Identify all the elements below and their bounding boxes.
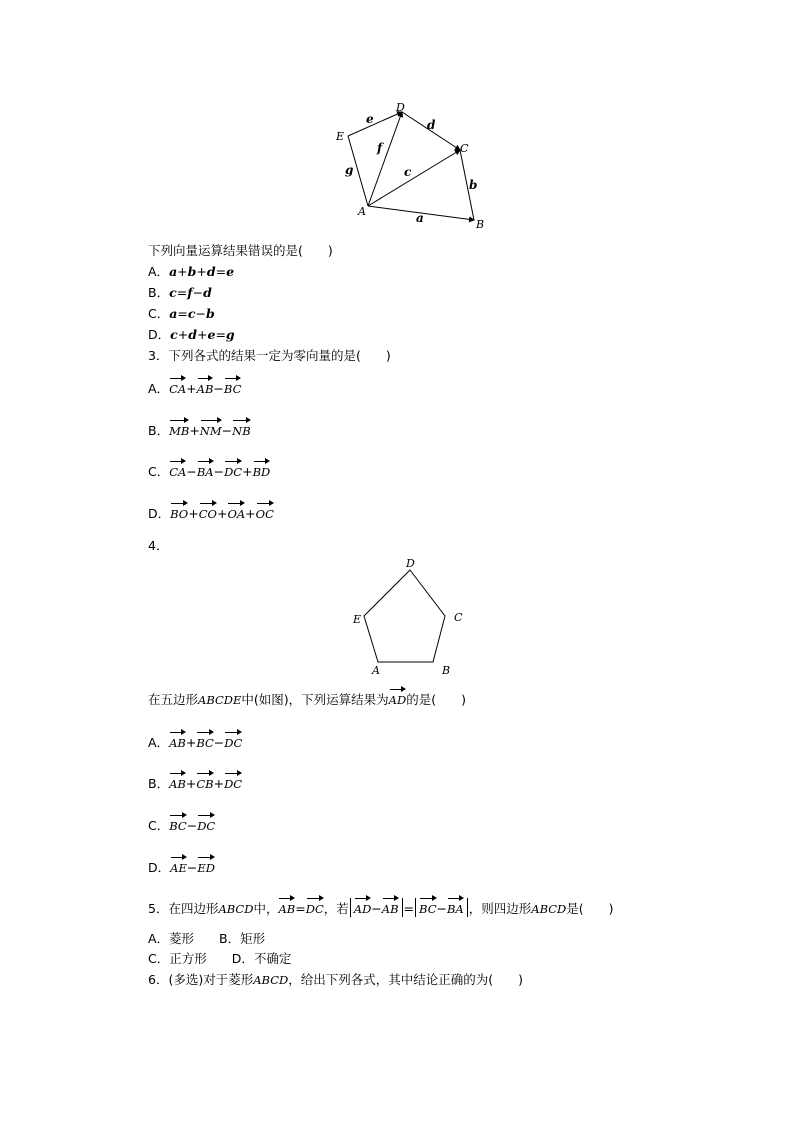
- vector-g: g: [225, 327, 235, 342]
- vector-term: OA: [227, 507, 246, 521]
- pentagon-shape: [364, 570, 445, 662]
- q3-option-c[interactable]: [148, 464, 270, 480]
- vector-term: AE: [170, 861, 187, 875]
- vector-d: d: [188, 327, 197, 342]
- q3-option-d[interactable]: [148, 506, 274, 522]
- operator: +: [196, 264, 207, 279]
- q2-option-d[interactable]: [148, 327, 235, 343]
- vector-term: BA: [446, 902, 464, 916]
- vector-e: e: [226, 264, 235, 279]
- pentagon-label-A: A: [372, 664, 380, 677]
- vector-term: OC: [255, 507, 274, 521]
- stem-text: 5．在四边形: [148, 901, 219, 916]
- q3-stem: 3．下列各式的结果一定为零向量的是( ): [148, 348, 391, 363]
- equals: =: [215, 327, 226, 342]
- shape-name: ABCD: [253, 973, 289, 987]
- vector-term: AB: [196, 382, 214, 396]
- option-label: B．: [148, 423, 170, 438]
- vector-term: DC: [224, 465, 243, 479]
- q3-option-a[interactable]: [148, 381, 241, 397]
- q3-option-b[interactable]: [148, 423, 251, 439]
- point-label-A: A: [358, 205, 366, 218]
- stem-text: ，则四边形: [468, 901, 532, 916]
- vector-term: ED: [197, 861, 215, 875]
- operator: +: [185, 735, 197, 750]
- operator: −: [192, 285, 204, 300]
- operator: −: [436, 901, 447, 916]
- vector-term: CA: [169, 465, 187, 479]
- q5-options-row2[interactable]: C．正方形 D．不确定: [148, 951, 292, 966]
- vector-term: AD: [353, 902, 372, 916]
- vector-term: BO: [170, 507, 189, 521]
- shape-name: ABCD: [531, 902, 567, 916]
- stem-text: ，若: [323, 901, 349, 916]
- pentagon-label-E: E: [353, 613, 362, 626]
- vector-label-f: f: [377, 141, 383, 155]
- vector-term: AB: [278, 902, 296, 916]
- operator: −: [371, 901, 382, 916]
- stem-text: 的是( ): [406, 692, 466, 707]
- q4-option-d[interactable]: [148, 860, 215, 876]
- point-label-B: B: [476, 218, 485, 231]
- operator: −: [186, 818, 198, 833]
- q2-option-a[interactable]: [148, 264, 234, 280]
- option-label: C．: [148, 306, 170, 321]
- vector-term: CA: [169, 382, 187, 396]
- q4-option-b[interactable]: [148, 776, 242, 792]
- vector-term: DC: [224, 777, 243, 791]
- vector-f: f: [187, 285, 193, 300]
- vector-b: b: [205, 306, 215, 321]
- option-label: B．: [148, 776, 170, 791]
- q2-option-c[interactable]: [148, 306, 215, 322]
- vector-d: d: [203, 285, 212, 300]
- operator: +: [216, 506, 228, 521]
- stem-text: 6．(多选)对于菱形: [148, 972, 254, 987]
- equals: =: [403, 901, 415, 916]
- equals: =: [176, 285, 188, 300]
- option-label: A．: [148, 264, 170, 279]
- operator: −: [213, 735, 225, 750]
- vector-a: a: [169, 306, 178, 321]
- vector-term: CO: [198, 507, 217, 521]
- vector-c: c: [170, 327, 178, 342]
- vector-label-b: b: [469, 178, 478, 192]
- equals: =: [295, 901, 306, 916]
- stem-text: ，给出下列各式，其中结论正确的为( ): [288, 972, 523, 987]
- vector-e-line: [348, 112, 402, 136]
- pentagon-label-C: C: [454, 611, 463, 624]
- vector-term: AD: [388, 693, 407, 707]
- operator: +: [213, 776, 225, 791]
- vector-term: CB: [196, 777, 214, 791]
- operator: −: [213, 381, 224, 396]
- operator: −: [186, 464, 197, 479]
- absolute-value-right: [415, 898, 468, 917]
- stem-text: 中，: [253, 901, 279, 916]
- vector-b: b: [187, 264, 197, 279]
- vector-figure: [330, 98, 500, 233]
- pentagon-figure: [348, 556, 468, 678]
- vector-term: DC: [224, 736, 243, 750]
- shape-name: ABCDE: [198, 693, 242, 707]
- point-label-E: E: [336, 130, 345, 143]
- vector-label-g: g: [345, 163, 354, 177]
- vector-term: BC: [169, 819, 187, 833]
- q2-stem: 下列向量运算结果错误的是( ): [148, 243, 333, 258]
- vector-term: BC: [196, 736, 214, 750]
- vector-label-e: e: [366, 112, 374, 126]
- vector-term: NB: [232, 424, 251, 438]
- operator: −: [195, 306, 206, 321]
- operator: −: [213, 464, 225, 479]
- option-label: D．: [148, 327, 171, 342]
- vector-label-d: d: [427, 118, 436, 132]
- q2-option-b[interactable]: [148, 285, 212, 301]
- operator: +: [186, 381, 197, 396]
- vector-term: BA: [196, 465, 214, 479]
- operator: +: [188, 506, 199, 521]
- vector-label-a: a: [416, 211, 424, 225]
- vector-term: DC: [305, 902, 324, 916]
- option-label: A．: [148, 381, 170, 396]
- pentagon-label-B: B: [442, 664, 451, 677]
- operator: +: [185, 776, 197, 791]
- q5-options-row1[interactable]: A．菱形 B．矩形: [148, 931, 266, 946]
- vector-term: NM: [199, 424, 222, 438]
- stem-text: 是( ): [566, 901, 614, 916]
- point-label-C: C: [460, 142, 469, 155]
- vector-term: AB: [169, 777, 186, 791]
- vector-term: DC: [197, 819, 216, 833]
- stem-text: 在五边形: [148, 692, 199, 707]
- q4-stem: [148, 692, 466, 708]
- q4-option-a[interactable]: [148, 735, 242, 751]
- equals: =: [177, 306, 188, 321]
- operator: +: [189, 423, 200, 438]
- vector-a: a: [169, 264, 178, 279]
- vector-c: c: [187, 306, 196, 321]
- vector-term: BC: [419, 902, 437, 916]
- option-label: C．: [148, 818, 170, 833]
- operator: +: [242, 464, 253, 479]
- option-label: D．: [148, 860, 171, 875]
- option-label: D．: [148, 506, 171, 521]
- equals: =: [215, 264, 227, 279]
- operator: +: [245, 506, 256, 521]
- operator: −: [221, 423, 233, 438]
- vector-e: e: [207, 327, 216, 342]
- vector-f-line: [368, 112, 402, 206]
- vector-term: MB: [169, 424, 190, 438]
- vector-c: c: [169, 285, 177, 300]
- pentagon-label-D: D: [406, 557, 415, 570]
- vector-term: AB: [169, 736, 186, 750]
- option-label: C．: [148, 464, 170, 479]
- vector-term: AB: [381, 902, 399, 916]
- stem-text: 中(如图)，下列运算结果为: [241, 692, 389, 707]
- vector-d: d: [206, 264, 216, 279]
- q4-number: 4．: [148, 538, 169, 553]
- operator: +: [197, 327, 208, 342]
- option-label: B．: [148, 285, 170, 300]
- shape-name: ABCD: [218, 902, 254, 916]
- point-label-D: D: [396, 101, 405, 114]
- option-label: A．: [148, 735, 170, 750]
- vector-term: BC: [223, 382, 242, 396]
- absolute-value-left: [350, 898, 403, 917]
- q6-stem: [148, 972, 523, 988]
- operator: +: [177, 264, 188, 279]
- vector-term: BD: [252, 465, 271, 479]
- q5-stem: [148, 898, 614, 917]
- q4-option-c[interactable]: [148, 818, 215, 834]
- vector-label-c: c: [404, 165, 412, 179]
- operator: +: [177, 327, 189, 342]
- operator: −: [186, 860, 198, 875]
- vector-c-line: [368, 150, 460, 206]
